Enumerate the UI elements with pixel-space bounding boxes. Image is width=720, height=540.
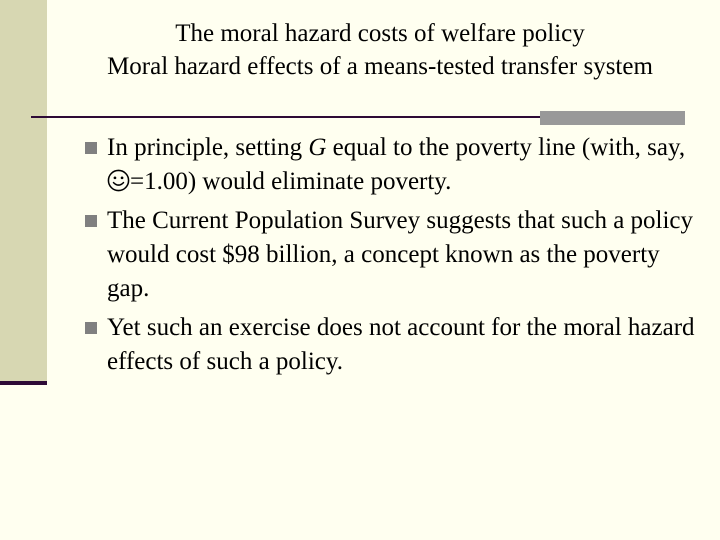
- bullet-item: [85, 204, 695, 306]
- bullet-text-part: =1.00) would eliminate poverty.: [130, 168, 452, 195]
- bullet-text-part: equal to the poverty line (with, say,: [326, 134, 686, 161]
- title-line-2: Moral hazard effects of a means-tested transfer system: [107, 53, 653, 80]
- square-bullet-icon: [85, 215, 97, 227]
- bullet-list: [85, 131, 695, 384]
- bullet-item: [85, 311, 695, 379]
- title-line-1: The moral hazard costs of welfare policy: [175, 20, 585, 47]
- slide-title: [60, 17, 700, 83]
- square-bullet-icon: [85, 322, 97, 334]
- left-accent-underline: [0, 381, 47, 385]
- title-divider-accent: [540, 111, 685, 125]
- square-bullet-icon: [85, 142, 97, 154]
- bullet-text-part: In principle, setting: [107, 134, 309, 161]
- bullet-item: [85, 131, 695, 199]
- bullet-text: Yet such an exercise does not account for the moral hazard effects of such a policy.: [107, 314, 695, 375]
- variable-g: G: [308, 134, 327, 161]
- smiley-face-icon: [107, 169, 130, 192]
- left-accent-bar: [0, 0, 47, 381]
- bullet-text: The Current Population Survey suggests that such a policy would cost $98 billion, a concept known as the poverty gap.: [107, 207, 694, 302]
